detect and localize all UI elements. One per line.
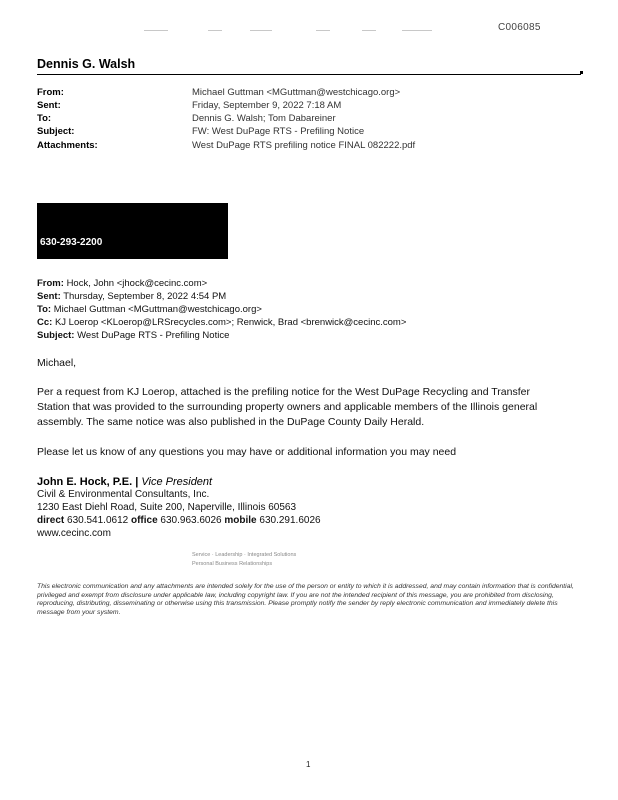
header-attachments-value: West DuPage RTS prefiling notice FINAL 082222.pdf <box>192 140 416 151</box>
signature-separator: | <box>132 476 142 488</box>
fwd-cc-value: KJ Loerop <KLoerop@LRSrecycles.com>; Renwick, Brad <brenwick@cecinc.com> <box>54 317 407 328</box>
header-sent-value: Friday, September 9, 2022 7:18 AM <box>192 100 342 111</box>
mobile-number: 630.291.6026 <box>259 515 321 526</box>
page-number: 1 <box>306 760 311 769</box>
mailbox-owner-name: Dennis G. Walsh <box>37 57 136 71</box>
cert-line-1: Service · Leadership · Integrated Solutions <box>192 552 297 558</box>
body-para2: Please let us know of any questions you may have or additional information you may need <box>37 446 457 458</box>
signature-website: www.cecinc.com <box>37 528 111 539</box>
fwd-subject-value: West DuPage RTS - Prefiling Notice <box>77 330 230 341</box>
owner-divider <box>37 74 581 75</box>
signature-phones <box>37 515 321 526</box>
fwd-from-label: From: <box>37 278 64 289</box>
fwd-sent-value: Thursday, September 8, 2022 4:54 PM <box>63 291 227 302</box>
fwd-from-line <box>37 278 207 289</box>
fwd-to-label: To: <box>37 304 52 315</box>
direct-number: 630.541.0612 <box>67 515 129 526</box>
fwd-subject-line <box>37 330 229 341</box>
cert-line-2: Personal Business Relationships <box>192 561 273 567</box>
fwd-subject-label: Subject: <box>37 330 75 341</box>
document-id: C006085 <box>498 22 541 33</box>
header-to-label: To: <box>37 113 52 124</box>
header-attachments-label: Attachments: <box>37 140 98 151</box>
redaction-box <box>37 203 228 259</box>
mobile-label: mobile <box>224 515 257 526</box>
office-number: 630.963.6026 <box>160 515 222 526</box>
redaction-phone: 630-293-2200 <box>40 237 103 248</box>
signature-address: 1230 East Diehl Road, Suite 200, Naperville, Illinois 60563 <box>37 502 297 513</box>
body-para1-line2: Station that was provided to the surrounding property owners and applicable members of the Illinois general <box>37 401 538 413</box>
header-subject-label: Subject: <box>37 126 75 137</box>
fwd-to-line <box>37 304 262 315</box>
fwd-sent-line <box>37 291 226 302</box>
fwd-sent-label: Sent: <box>37 291 61 302</box>
body-para1-line3: assembly. The same notice was also published in the DuPage County Daily Herald. <box>37 416 425 428</box>
signature-name: John E. Hock, P.E. <box>37 476 133 488</box>
confidentiality-disclaimer: This electronic communication and any attachments are intended solely for the use of the person or entity to which it is addressed, and may contain information that is confidential, privileged and exempt from disclosure under applicable law, including copyright law. If you are not the intended recipient of this message, you are prohibited from disclosing, reproducing, distributing, disseminating or otherwise using this transmission. Please promptly notify the sender by reply electronic communication and immediately delete this message from your system. <box>37 583 574 616</box>
scan-dot <box>580 71 583 74</box>
signature-title: Vice President <box>141 476 213 488</box>
scan-artifacts <box>140 30 440 34</box>
header-from-value: Michael Guttman <MGuttman@westchicago.org> <box>192 87 401 98</box>
direct-label: direct <box>37 515 65 526</box>
header-sent-label: Sent: <box>37 100 61 111</box>
body-greeting: Michael, <box>37 357 77 369</box>
header-to-value: Dennis G. Walsh; Tom Dabareiner <box>192 113 336 124</box>
signature-company: Civil & Environmental Consultants, Inc. <box>37 489 210 500</box>
fwd-to-value: Michael Guttman <MGuttman@westchicago.org> <box>53 304 262 315</box>
fwd-cc-line <box>37 317 406 328</box>
header-from-label: From: <box>37 87 64 98</box>
fwd-from-value: Hock, John <jhock@cecinc.com> <box>66 278 208 289</box>
office-label: office <box>130 515 158 526</box>
body-para1-line1: Per a request from KJ Loerop, attached is the prefiling notice for the West DuPage Recycling and Transfer <box>37 386 530 398</box>
header-subject-value: FW: West DuPage RTS - Prefiling Notice <box>192 126 365 137</box>
signature-name-line <box>37 476 212 488</box>
fwd-cc-label: Cc: <box>37 317 53 328</box>
